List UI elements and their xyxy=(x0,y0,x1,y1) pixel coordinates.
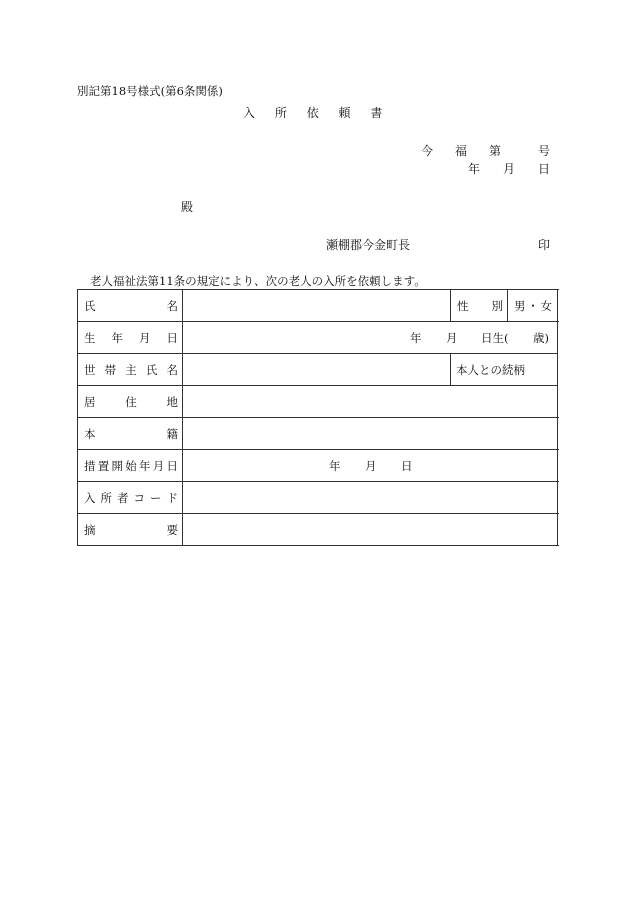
domicile-field[interactable] xyxy=(183,418,558,450)
start-date-label: 措 置 開 始 年 月 日 xyxy=(78,450,183,482)
resident-code-label: 入 所 者 コ ー ド xyxy=(78,482,183,514)
seal-mark: 印 xyxy=(538,238,551,252)
resident-code-field[interactable] xyxy=(183,482,558,514)
domicile-label: 本 籍 xyxy=(78,418,183,450)
gender-options[interactable]: 男 ・ 女 xyxy=(508,290,558,322)
relation-label: 本人との続柄 xyxy=(451,354,558,386)
name-field[interactable] xyxy=(183,290,451,322)
row-start-date xyxy=(78,450,558,482)
summary-label: 摘 要 xyxy=(78,514,183,546)
admission-form-table xyxy=(77,289,558,546)
document-title: 入 所 依 頼 書 xyxy=(243,106,383,120)
row-householder xyxy=(78,354,558,386)
row-address xyxy=(78,386,558,418)
row-resident-code xyxy=(78,482,558,514)
householder-label: 世 帯 主 氏 名 xyxy=(78,354,183,386)
birth-date-field[interactable]: 年 月 日生( 歳) xyxy=(183,322,558,354)
row-name xyxy=(78,290,558,322)
gender-label: 性 別 xyxy=(451,290,508,322)
birth-date-label: 生 年 月 日 xyxy=(78,322,183,354)
form-label: 別記第18号様式(第6条関係) xyxy=(77,84,223,98)
row-birth-date xyxy=(78,322,558,354)
address-field[interactable] xyxy=(183,386,558,418)
name-label: 氏 名 xyxy=(78,290,183,322)
householder-name-field[interactable] xyxy=(183,354,451,386)
summary-field[interactable] xyxy=(183,514,558,546)
sender-name: 瀬棚郡今金町長 xyxy=(326,238,411,252)
row-summary xyxy=(78,514,558,546)
row-domicile xyxy=(78,418,558,450)
start-date-field[interactable]: 年 月 日 xyxy=(183,450,558,482)
intro-text: 老人福祉法第11条の規定により、次の老人の入所を依頼します。 xyxy=(90,274,426,288)
addressee-suffix: 殿 xyxy=(181,200,194,214)
address-label: 居 住 地 xyxy=(78,386,183,418)
